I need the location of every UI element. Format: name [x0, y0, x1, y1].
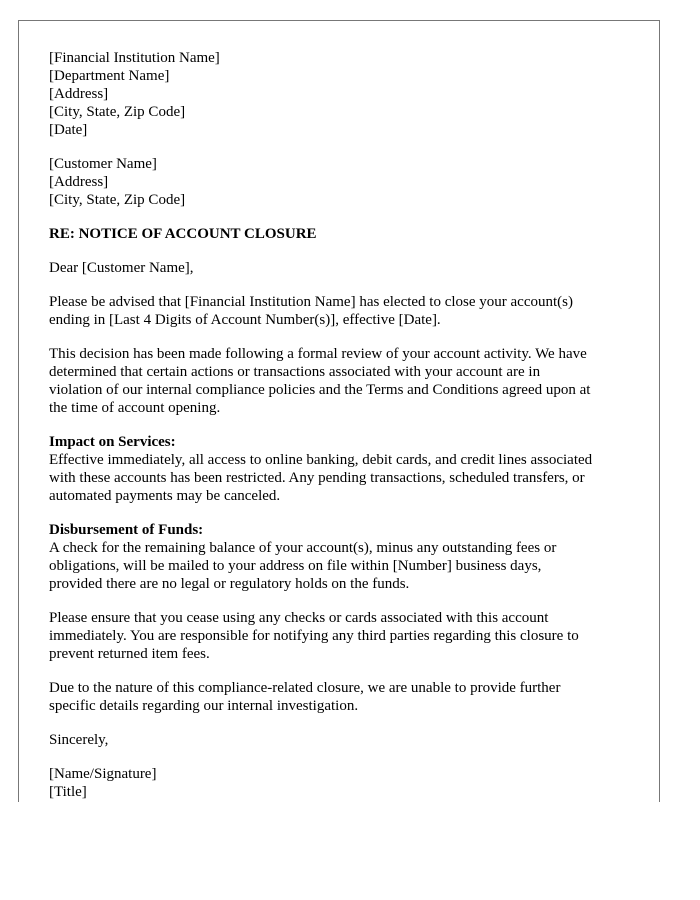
signature-name: [Name/Signature]: [49, 766, 157, 782]
recipient-address-block: [49, 155, 639, 209]
sign-off: Sincerely,: [49, 732, 109, 748]
paragraph-line: obligations, will be mailed to your address on file within [Number] business days,: [49, 558, 542, 574]
paragraph-line: the time of account opening.: [49, 400, 221, 416]
paragraph-decision: [49, 345, 639, 417]
paragraph-line: determined that certain actions or transactions associated with your account are in: [49, 364, 541, 380]
paragraph-line: immediately. You are responsible for notifying any third parties regarding this closure to: [49, 628, 579, 644]
paragraph-line: automated payments may be canceled.: [49, 488, 281, 504]
paragraph-cease-use: [49, 609, 639, 663]
letter-content: [49, 49, 639, 801]
recipient-city-state-zip: [City, State, Zip Code]: [49, 192, 186, 208]
sender-department-name: [Department Name]: [49, 68, 170, 84]
signature-title: [Title]: [49, 784, 87, 800]
section-heading-disbursement: Disbursement of Funds:: [49, 522, 204, 538]
paragraph-line: specific details regarding our internal investigation.: [49, 698, 359, 714]
paragraph-line: Please ensure that you cease using any checks or cards associated with this account: [49, 610, 549, 626]
salutation: Dear [Customer Name],: [49, 260, 194, 276]
paragraph-line: ending in [Last 4 Digits of Account Number(s)], effective [Date].: [49, 312, 441, 328]
paragraph-line: prevent returned item fees.: [49, 646, 210, 662]
signature-block: [49, 765, 639, 801]
paragraph-line: violation of our internal compliance policies and the Terms and Conditions agreed upon at: [49, 382, 591, 398]
paragraph-line: Due to the nature of this compliance-related closure, we are unable to provide further: [49, 680, 561, 696]
paragraph-line: provided there are no legal or regulatory holds on the funds.: [49, 576, 410, 592]
section-disbursement: [49, 521, 639, 593]
section-heading-impact: Impact on Services:: [49, 434, 176, 450]
recipient-name: [Customer Name]: [49, 156, 157, 172]
paragraph-line: Effective immediately, all access to online banking, debit cards, and credit lines associated: [49, 452, 593, 468]
sender-address: [Address]: [49, 86, 109, 102]
paragraph-line: Please be advised that [Financial Institution Name] has elected to close your account(s): [49, 294, 573, 310]
sender-institution-name: [Financial Institution Name]: [49, 50, 220, 66]
letter-date: [Date]: [49, 122, 88, 138]
paragraph-line: A check for the remaining balance of your account(s), minus any outstanding fees or: [49, 540, 557, 556]
sender-address-block: [49, 49, 639, 139]
paragraph-line: This decision has been made following a formal review of your account activity. We have: [49, 346, 587, 362]
letter-page: [18, 20, 660, 802]
paragraph-line: with these accounts has been restricted. Any pending transactions, scheduled transfers, or: [49, 470, 585, 486]
sender-city-state-zip: [City, State, Zip Code]: [49, 104, 186, 120]
paragraph-notice: [49, 293, 639, 329]
subject-line: RE: NOTICE OF ACCOUNT CLOSURE: [49, 226, 317, 242]
paragraph-compliance: [49, 679, 639, 715]
section-impact: [49, 433, 639, 505]
recipient-address: [Address]: [49, 174, 109, 190]
